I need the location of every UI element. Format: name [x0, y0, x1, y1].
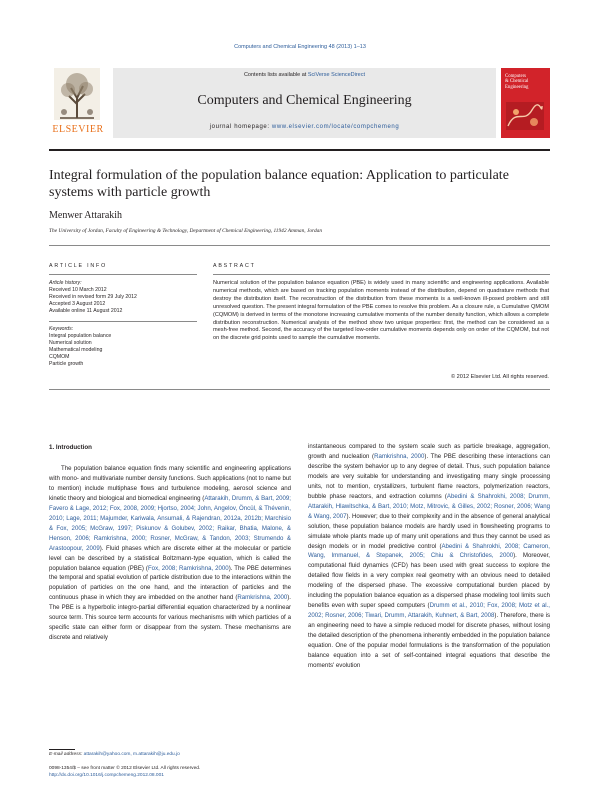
- running-head: Computers and Chemical Engineering 48 (2013) 1–13: [234, 44, 366, 50]
- keyword-item: Integral population balance: [49, 333, 112, 339]
- citation-link[interactable]: Drumm et al., 2010; Fox, 2008; Motz et al., 2002; Rosner, 2006; Tiwari, Drumm, Attarakih, Kuhnert, & Bart, 2008: [308, 602, 550, 620]
- journal-cover: [501, 68, 550, 138]
- history-item: Accepted 3 August 2012: [49, 301, 106, 307]
- history-item: Received 10 March 2012: [49, 287, 107, 293]
- sciencedirect-link[interactable]: SciVerse ScienceDirect: [307, 72, 366, 78]
- homepage-link[interactable]: www.elsevier.com/locate/compchemeng: [271, 124, 400, 130]
- citation-link[interactable]: Abedini & Shahrokhi, 2008; Drumm, Attarakih, Hlawitschka, & Bart, 2010; Motz, Mitrovic, & Gilles, 2002; Rosner, 2006; Wang & Wang, 2007: [308, 492, 550, 520]
- email-link[interactable]: attarakih@yahoo.com, m.attarakih@ju.edu.jo: [83, 752, 180, 757]
- corresponding-email: [49, 752, 180, 758]
- body-text: ). However; due to their complexity and in the absence of general analytical solution, these population balance models are hardly used in flowsheeting programs to simulate whole plants made up of many unit operations and thus they cannot be used as design models or in model predictive control (: [308, 512, 550, 550]
- doi-line: [49, 773, 164, 779]
- body-text: ). Moreover, computational fluid dynamics (CFD) has been used with great success to explore the detailed flow fields in a very complex real geometry with an obvious need to detailed modeling of the dispersed phase. The excessive computational burden placed by including the population balance equation as a dispersed phase modeling tool limits such benefits even with super speed computers (: [308, 552, 551, 610]
- article-history: [49, 280, 199, 315]
- homepage-prefix: journal homepage:: [209, 124, 272, 130]
- abstract-heading: ABSTRACT: [213, 263, 256, 269]
- body-text: instantaneous compared to the system scale such as particle breakage, aggregation, growth and nucleation (: [308, 443, 550, 460]
- history-item: Received in revised form 29 July 2012: [49, 294, 137, 300]
- citation-link[interactable]: Attarakih, Drumm, & Bart, 2009; Favero & Lage, 2012; Fox, 2008, 2009; Hjortso, 2004; John, Angelov, Öncül, & Thévenin, 2010; Lage, 2011; Majumder, Kariwala, Ansumali, & Rajendran, 2012a, 2012b; Marchisio & Fox, 2005; McGraw, 1997; Piskunov & Golubev, 2002; Raikar, Bhatia, Malone, & Henson, 2006; Ramkrishna, 2000; Rosner, McGraw, & Tandon, 2003; Strumendo & Arastoopour, 2009: [49, 494, 291, 552]
- body-column-left: [49, 464, 291, 643]
- journal-homepage: [113, 124, 496, 130]
- tree-icon: [54, 68, 100, 120]
- publisher-name: ELSEVIER: [52, 124, 104, 135]
- body-text: ). Fluid phases which are discrete either at the molecular or particle level can be described by a statistical Boltzmann-type equation, which is called the population balance equation (PBE) (: [49, 544, 291, 572]
- body-text: ). The PBE is a hyperbolic integro-partial differential equation characterized by a nonlinear source term. This source term accounts for various mechanisms with which particles of a specific state can either form or disappear from the system. These mechanisms are discrete and relatively: [49, 594, 291, 642]
- body-text: ). Therefore, there is an engineering need to have a simple reduced model for discrete phases, without losing the detailed description of the phenomena inherently embedded in the population balance equation. One of the popular model formulations is the transformation of the population balance equation into a set of self-contained integral equations that describe the moments' evolution: [308, 612, 551, 669]
- history-item: Available online 11 August 2012: [49, 308, 123, 314]
- article-info-heading: ARTICLE INFO: [49, 263, 107, 269]
- abstract-text: Numerical solution of the population balance equation (PBE) is widely used in many scientific and engineering applications. Available numerical methods, which are based on tracking population moments instead of the distribution, depend on quadrature methods that destroy the distribution itself. The reconstruction of the distribution from these moments is a well-known ill-posed problem and still unresolved question. The present integral formulation of the PBE comes to resolve this problem. As a closure rule, a Cumulative QMOM (CQMOM) is derived in terms of the monotone increasing cumulative moments of the number density function, which allows a complete distribution reconstruction. Numerical analysis of the method show two unique properties: first, the method can be considered as a mesh-free method. Second, the accuracy of the targeted low-order cumulative moments depends only on order of the CQMOM, but not on the discrete grid points used to sample the cumulative moments.: [213, 280, 549, 342]
- body-text: ). The PBE determines the temporal and spatial evolution of particle distribution due to the interactions within the population of particles on the one hand, and the interaction of particles and the continuous phase in which they are imbedded on the another hand (: [49, 564, 291, 602]
- journal-masthead: [49, 68, 550, 142]
- cover-line: Engineering: [505, 84, 529, 90]
- copyright-notice: © 2012 Elsevier Ltd. All rights reserved.: [450, 374, 549, 380]
- cover-line: & Chemical: [505, 79, 529, 85]
- cover-line: Computers: [505, 74, 527, 79]
- history-label: Article history:: [49, 280, 82, 286]
- email-label: E-mail address:: [49, 752, 84, 757]
- keywords-label: Keywords:: [49, 326, 74, 332]
- cover-art-icon: [506, 102, 544, 130]
- citation-link[interactable]: Abedini & Shahrokhi, 2008; Cameron, Wang, Immanuel, & Stepanek, 2005; Chiu & Christofides, 2000: [308, 542, 550, 560]
- author-name: Menwer Attarakih: [49, 210, 123, 221]
- body-text: The population balance equation finds many scientific and engineering applications with mono- and multivariate number density functions. Such applications (not to name but to mention) include multiphase flows and turbulence modeling, aerosol science and kinetic theory and biological and biomedical engineering (: [49, 465, 291, 502]
- keyword-item: Numerical solution: [49, 340, 92, 346]
- footnote-rule: [49, 749, 75, 750]
- divider: [49, 274, 197, 275]
- divider: [49, 245, 550, 246]
- issn-line: 0098-1354/$ – see front matter © 2012 Elsevier Ltd. All rights reserved.: [49, 766, 201, 771]
- body-column-right: [308, 442, 550, 671]
- contents-line: [113, 72, 496, 78]
- section-heading-introduction: 1. Introduction: [49, 444, 92, 451]
- divider: [49, 389, 550, 390]
- citation-link[interactable]: Fox, 2008; Ramkrishna, 2000: [147, 564, 229, 572]
- divider: [213, 274, 550, 275]
- cover-title: [505, 74, 547, 90]
- body-text: ). The PBE describing these interactions can describe the system behavior up to any degree of detail. Thus, such population balance models are very suitable for understanding and investigating many single processing units, not to mention, crystallizers, turbulent flame reactors, polymerization reactors, bubble phase reactors, and extraction columns (: [308, 452, 550, 500]
- article-title: Integral formulation of the population balance equation: Application to particulate systems with particle growth: [49, 168, 509, 200]
- keywords: [49, 326, 199, 368]
- keyword-item: Mathematical modeling: [49, 347, 103, 353]
- citation-link[interactable]: Ramkrishna, 2000: [374, 452, 425, 460]
- citation-link[interactable]: Ramkrishna, 2000: [237, 594, 288, 602]
- author-affiliation: The University of Jordan, Faculty of Engineering & Technology, Department of Chemical Engineering, 11942 Amman, Jordan: [49, 228, 323, 234]
- doi-link[interactable]: http://dx.doi.org/10.1016/j.compchemeng.2012.08.001: [49, 773, 164, 778]
- elsevier-logo: [49, 68, 107, 138]
- masthead-rule: [49, 149, 550, 151]
- journal-title: Computers and Chemical Engineering: [197, 93, 412, 108]
- keyword-item: CQMOM: [49, 354, 70, 360]
- journal-banner: [113, 68, 496, 138]
- keyword-item: Particle growth: [49, 361, 84, 367]
- contents-prefix: Contents lists available at: [243, 72, 308, 78]
- divider: [49, 321, 197, 322]
